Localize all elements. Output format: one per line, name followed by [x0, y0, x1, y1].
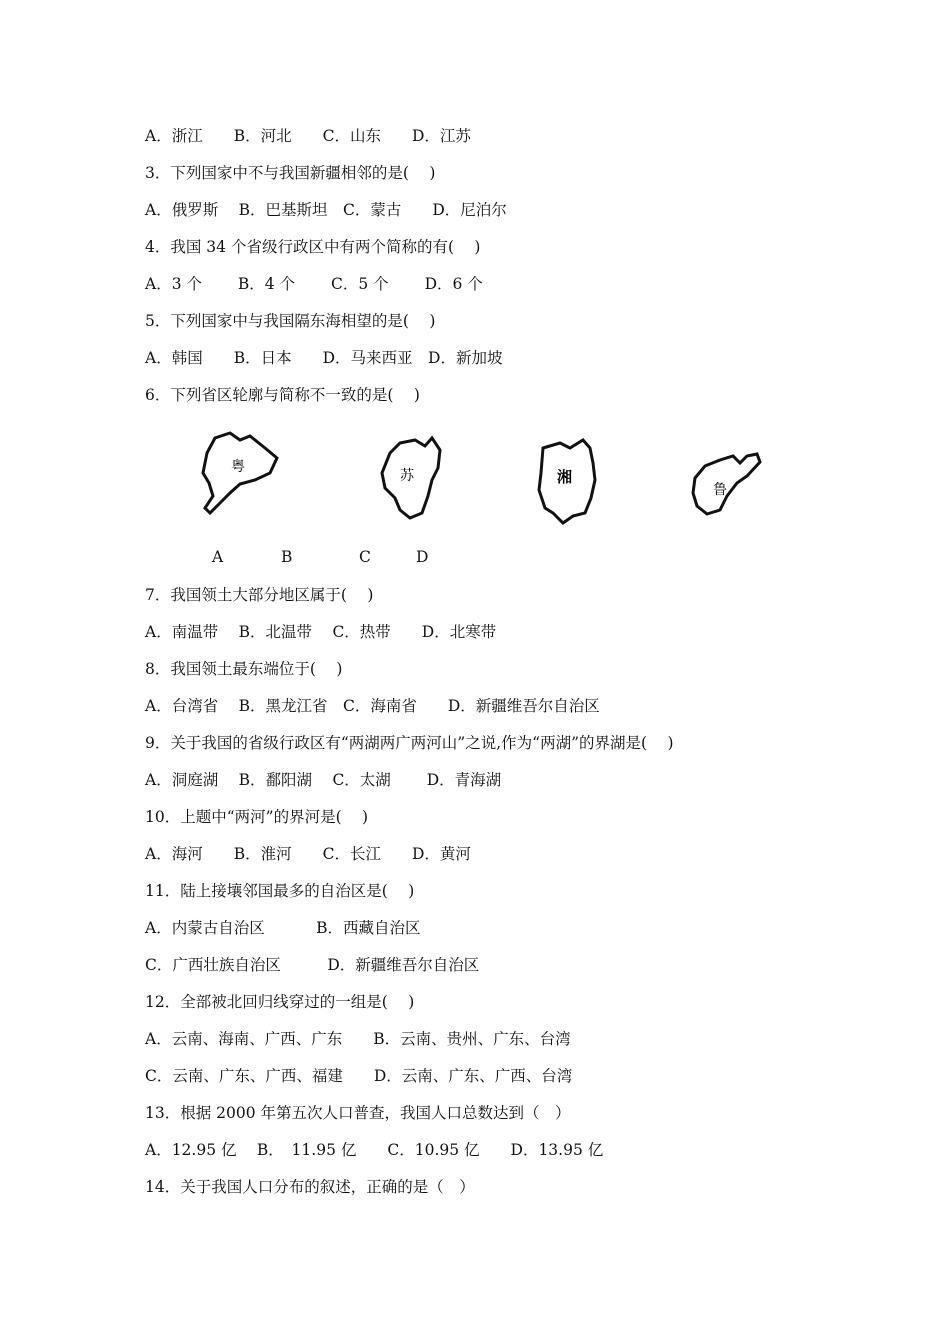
province-label-a: A: [212, 548, 224, 566]
q10-options: A．海河 B．淮河 C．长江 D．黄河: [145, 845, 471, 863]
province-outline-figure: [190, 418, 780, 538]
q9-stem: 9．关于我国的省级行政区有“两湖两广两河山”之说,作为“两湖”的界湖是( ): [145, 734, 674, 752]
province-char-c: 湘: [557, 468, 573, 486]
q5-options: A．韩国 B．日本 D．马来西亚 D．新加坡: [145, 349, 503, 367]
q13-stem: 13．根据 2000 年第五次人口普查，我国人口总数达到（ ）: [145, 1104, 571, 1122]
province-char-b: 苏: [400, 468, 414, 484]
province-outline-d: [685, 418, 775, 533]
q12-options-cd: C．云南、广东、广西、福建 D．云南、广东、广西、台湾: [145, 1067, 573, 1085]
q12-stem: 12．全部被北回归线穿过的一组是( ): [145, 993, 415, 1011]
province-label-d: D: [416, 548, 429, 566]
province-label-c: C: [359, 548, 371, 566]
q7-options: A．南温带 B．北温带 C．热带 D．北寒带: [145, 623, 497, 641]
q12-options-ab: A．云南、海南、广西、广东 B．云南、贵州、广东、台湾: [145, 1030, 571, 1048]
q11-options-ab: A．内蒙古自治区 B．西藏自治区: [145, 919, 421, 937]
q4-options: A．3 个 B．4 个 C．5 个 D．6 个: [145, 275, 483, 293]
q3-options: A．俄罗斯 B．巴基斯坦 C．蒙古 D．尼泊尔: [145, 201, 507, 219]
q6-stem: 6．下列省区轮廓与简称不一致的是( ): [145, 386, 420, 404]
q5-stem: 5．下列国家中与我国隔东海相望的是( ): [145, 312, 436, 330]
q2-options: A．浙江 B．河北 C．山东 D．江苏: [145, 127, 471, 145]
q11-stem: 11．陆上接壤邻国最多的自治区是( ): [145, 882, 415, 900]
q8-options: A．台湾省 B．黑龙江省 C．海南省 D．新疆维吾尔自治区: [145, 697, 600, 715]
province-outline-c: [525, 418, 615, 533]
province-char-a: 粤: [231, 459, 245, 475]
q13-options: A．12.95 亿 B． 11.95 亿 C．10.95 亿 D．13.95 亿: [145, 1141, 604, 1159]
q4-stem: 4．我国 34 个省级行政区中有两个简称的有( ): [145, 238, 481, 256]
q7-stem: 7．我国领土大部分地区属于( ): [145, 586, 374, 604]
province-outline-a: [195, 418, 285, 533]
q3-stem: 3．下列国家中不与我国新疆相邻的是( ): [145, 164, 436, 182]
province-outline-b: [370, 418, 460, 533]
q11-options-cd: C．广西壮族自治区 D．新疆维吾尔自治区: [145, 956, 480, 974]
q14-stem: 14．关于我国人口分布的叙述，正确的是（ ）: [145, 1178, 475, 1196]
q9-options: A．洞庭湖 B．鄱阳湖 C．太湖 D．青海湖: [145, 771, 502, 789]
q8-stem: 8．我国领土最东端位于( ): [145, 660, 343, 678]
q10-stem: 10．上题中“两河”的界河是( ): [145, 808, 369, 826]
province-char-d: 鲁: [713, 482, 727, 498]
province-label-b: B: [281, 548, 293, 566]
